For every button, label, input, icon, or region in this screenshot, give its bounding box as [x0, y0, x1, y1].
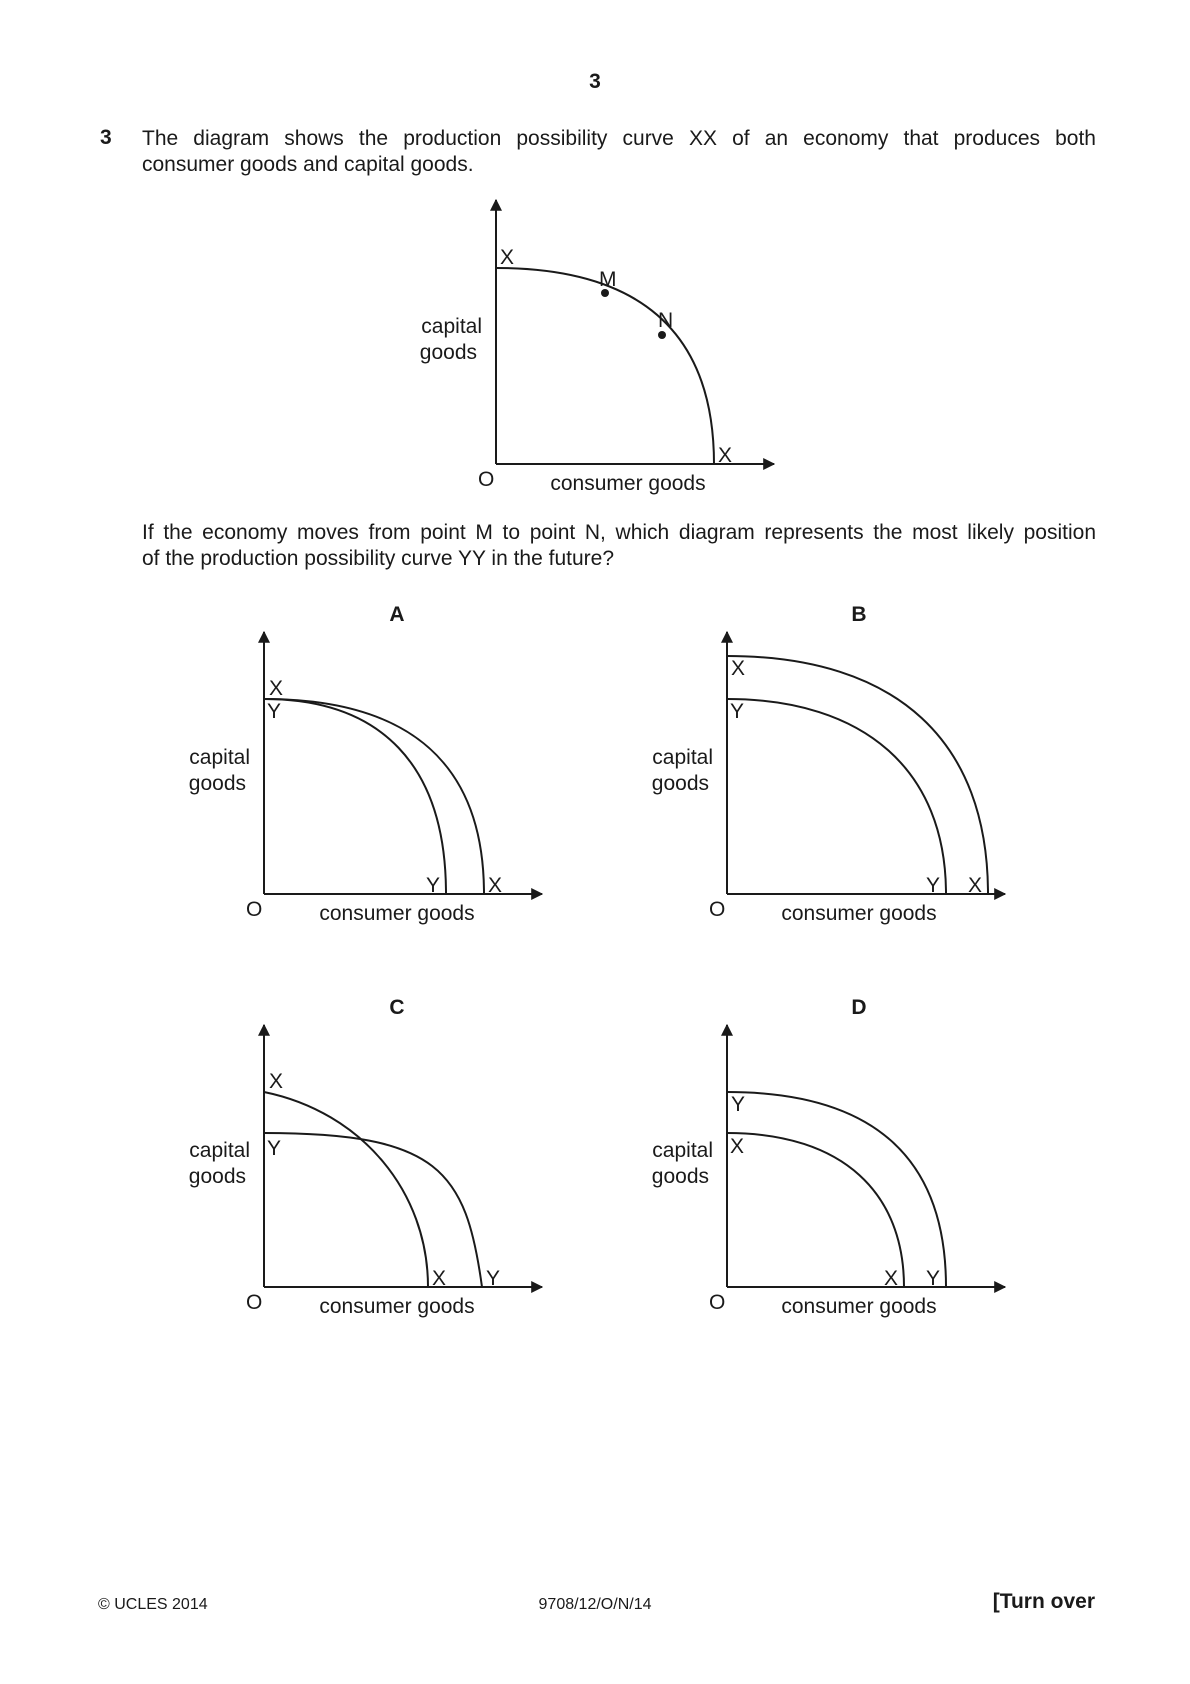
option-b-y-label-2: goods — [651, 772, 709, 795]
option-b-origin: O — [709, 898, 726, 921]
option-c-origin: O — [246, 1291, 263, 1314]
option-c-diagram — [189, 996, 542, 1318]
main-point-n — [658, 331, 666, 339]
main-x-axis-label: consumer goods — [550, 472, 706, 495]
option-c-top-label: X — [269, 1070, 284, 1093]
option-c-curve-xx — [264, 1092, 428, 1287]
option-d-outer-x-label: Y — [926, 1267, 941, 1290]
option-d-x-label: consumer goods — [781, 1295, 937, 1318]
option-a-top-label: X — [269, 677, 284, 700]
option-c-letter: C — [389, 996, 405, 1019]
option-a-x-label: consumer goods — [319, 902, 475, 925]
main-ppc-curve-xx — [496, 268, 714, 464]
option-b-x-label: consumer goods — [781, 902, 937, 925]
option-b-y-label-1: capital — [652, 746, 713, 769]
option-c-curve-yy — [264, 1133, 482, 1287]
option-b-second-label: Y — [730, 700, 745, 723]
option-b-curve-outer — [727, 656, 988, 894]
footer-turn-over: [Turn over — [992, 1590, 1095, 1613]
option-b-top-label: X — [731, 657, 746, 680]
page-number: 3 — [589, 70, 601, 93]
option-a-diagram — [189, 603, 542, 925]
option-c-y-label-2: goods — [188, 1165, 246, 1188]
option-c-y-label-1: capital — [189, 1139, 250, 1162]
option-d-top-label: Y — [731, 1093, 746, 1116]
option-c-second-label: Y — [267, 1137, 282, 1160]
main-point-m-label: M — [599, 268, 617, 291]
option-a-outer-x-label: X — [488, 874, 503, 897]
option-d-diagram — [652, 996, 1005, 1318]
option-d-second-label: X — [730, 1135, 745, 1158]
option-d-y-label-1: capital — [652, 1139, 713, 1162]
option-c-outer-x-label: Y — [486, 1267, 501, 1290]
question-prompt-line-2: of the production possibility curve YY in the future? — [142, 547, 615, 570]
option-b-curve-inner — [727, 699, 946, 894]
question-number: 3 — [100, 126, 112, 149]
option-a-second-label: Y — [267, 700, 282, 723]
option-a-letter: A — [389, 603, 405, 626]
main-diagram — [496, 200, 774, 464]
option-d-inner-x-label: X — [884, 1267, 899, 1290]
question-intro-line-2: consumer goods and capital goods. — [142, 153, 474, 176]
main-curve-label-right: X — [718, 444, 733, 467]
option-b-letter: B — [851, 603, 867, 626]
option-b-inner-x-label: Y — [926, 874, 941, 897]
option-a-inner-x-label: Y — [426, 874, 441, 897]
option-a-y-label-1: capital — [189, 746, 250, 769]
question-prompt-line-1: If the economy moves from point M to point N, which diagram represents the most likely position — [142, 521, 1096, 544]
main-point-n-label: N — [658, 309, 674, 332]
main-origin-label: O — [478, 468, 495, 491]
option-a-origin: O — [246, 898, 263, 921]
option-a-curve-yy — [264, 699, 446, 894]
question-intro-line-1: The diagram shows the production possibility curve XX of an economy that produces both — [142, 127, 1096, 150]
option-d-curve-outer — [727, 1092, 946, 1287]
footer-paper-code: 9708/12/O/N/14 — [538, 1596, 652, 1613]
footer-copyright: © UCLES 2014 — [98, 1596, 208, 1613]
option-d-y-label-2: goods — [651, 1165, 709, 1188]
option-d-origin: O — [709, 1291, 726, 1314]
option-d-curve-inner — [727, 1133, 904, 1287]
main-y-axis-label-1: capital — [421, 315, 482, 338]
option-a-y-label-2: goods — [188, 772, 246, 795]
option-b-outer-x-label: X — [968, 874, 983, 897]
option-b-diagram — [652, 603, 1005, 925]
option-d-letter: D — [851, 996, 867, 1019]
option-c-x-label: consumer goods — [319, 1295, 475, 1318]
main-curve-label-top: X — [500, 246, 515, 269]
main-y-axis-label-2: goods — [419, 341, 477, 364]
option-c-inner-x-label: X — [432, 1267, 447, 1290]
